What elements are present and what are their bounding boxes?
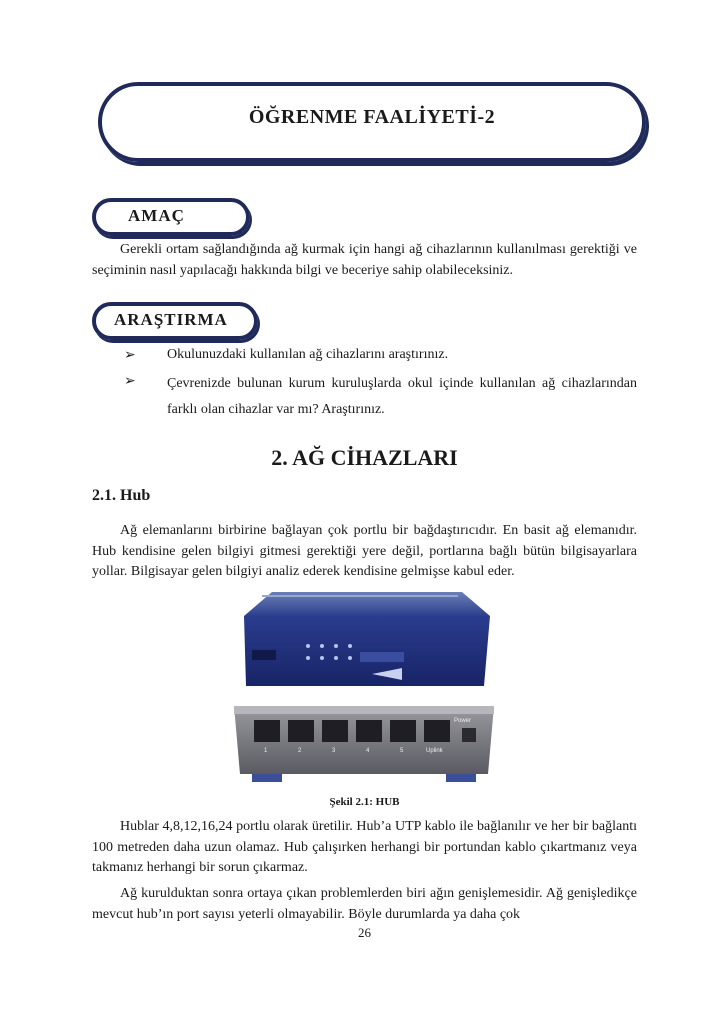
paragraph-2: Hublar 4,8,12,16,24 portlu olarak üretilir. Hub’a UTP kablo ile bağlanılır ve her bir bağlantı 100 metreden daha uzun olamaz. Hub çalışırken herhangi bir portundan kablo çıkartmanız veya takmanız herhangi bir sorun çıkarmaz. (92, 819, 637, 875)
arastirma-item-2: Çevrenizde bulunan kurum kuruluşlarda okul içinde kullanılan ağ cihazlarından farklı olan cihazlar var mı? Araştırınız. (167, 376, 637, 417)
power-label: Power (454, 718, 472, 724)
arrow-bullet-icon: ➢ (124, 348, 136, 363)
port-label: 3 (332, 748, 336, 754)
hub-photo (232, 588, 496, 788)
port-label: 5 (400, 748, 404, 754)
port-label: 1 (264, 748, 268, 754)
page-number: 26 (358, 925, 371, 940)
amac-text: Gerekli ortam sağlandığında ağ kurmak için hangi ağ cihazlarının kullanılması gerektiği ve seçiminin nasıl yapılacağı hakkında bilgi ve beceriye sahip olabileceksiniz. (92, 242, 637, 278)
power-socket-icon (462, 728, 476, 742)
page-title: ÖĞRENME FAALİYETİ-2 (248, 106, 496, 128)
section-heading: 2. AĞ CİHAZLARI (271, 445, 458, 470)
port-label: Uplink (426, 748, 443, 754)
paragraph-1: Ağ elemanlarını birbirine bağlayan çok portlu bir bağdaştırıcıdır. En basit ağ elemanıdır. Hub kendisine gelen bilgiyi gitmesi gerektiği yere değil, portlarına bağlı bütün bilgisayarlara yollar. Bilgisayar gelen bilgiyi analiz ederek kendisine gelmişse kabul eder. (92, 523, 637, 579)
front-label-icon (252, 650, 276, 660)
figure-caption: Şekil 2.1: HUB (329, 796, 400, 808)
port-label: 2 (298, 748, 302, 754)
arastirma-label: ARAŞTIRMA (114, 310, 228, 329)
arastirma-item-1: Okulunuzdaki kullanılan ağ cihazlarını araştırınız. (167, 347, 449, 362)
amac-label: AMAÇ (128, 206, 185, 225)
subsection-heading: 2.1. Hub (92, 487, 151, 504)
paragraph-3: Ağ kurulduktan sonra ortaya çıkan problemlerden biri ağın genişlemesidir. Ağ genişledikçe mevcut hub’ın port sayısı yeterli olmayabilir. Böyle durumlarda ya daha çok (92, 886, 637, 922)
port-label: 4 (366, 748, 370, 754)
arrow-bullet-icon: ➢ (124, 374, 136, 389)
